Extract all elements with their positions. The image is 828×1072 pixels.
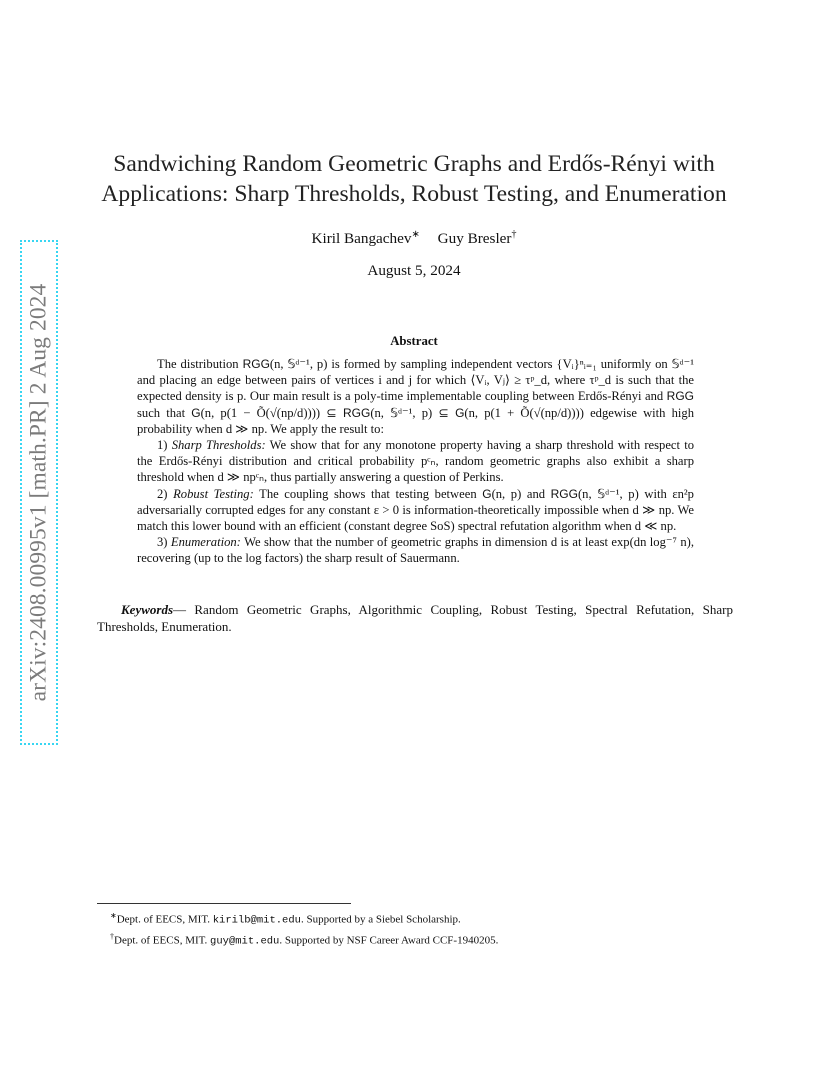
footnote-mark: † — [110, 932, 114, 942]
keywords-text: — Random Geometric Graphs, Algorithmic Coupling, Robust Testing, Spectral Refutation, Sharp Thresholds, Enumeration. — [97, 602, 733, 634]
author-footnote-mark[interactable]: † — [511, 229, 517, 240]
abstract-text: (n, p) and — [491, 486, 551, 501]
footnotes — [110, 908, 750, 950]
rgg-symbol: RGG — [342, 405, 371, 420]
rgg-symbol: RGG — [242, 357, 270, 371]
item-label: Enumeration: — [170, 535, 241, 550]
author-email-link[interactable]: kirilb@mit.edu — [212, 914, 301, 927]
item-label: Sharp Thresholds: — [171, 438, 266, 453]
abstract-item-robust-testing — [137, 486, 694, 535]
author-email-link[interactable]: guy@mit.edu — [210, 935, 280, 948]
rgg-symbol: RGG — [550, 486, 578, 501]
g-symbol: G — [191, 405, 201, 420]
abstract-text: The coupling shows that testing between — [253, 486, 483, 501]
author-name: Guy Bresler — [437, 230, 512, 248]
footnote-text: Dept. of EECS, MIT. — [116, 913, 213, 926]
publication-date: August 5, 2024 — [367, 262, 461, 279]
item-number: 3) — [157, 535, 171, 550]
abstract-text: The distribution — [157, 357, 243, 371]
abstract-text: (n, 𝕊ᵈ⁻¹, p) with εn²p adversarially corrupted edges for any constant ε > 0 is information-theoretically impossible when d ≫ np. We match this lower bound with an efficient (constant degree SoS) spectral refutation algorithm when d ≪ np. — [137, 486, 694, 534]
abstract-text: such that — [137, 405, 192, 420]
abstract-item-enumeration — [137, 534, 694, 566]
abstract-body — [137, 356, 694, 567]
author-footnote-mark[interactable]: ∗ — [411, 229, 420, 240]
author-2 — [438, 230, 517, 247]
rgg-symbol: RGG — [666, 389, 694, 404]
abstract-text: (n, 𝕊ᵈ⁻¹, p) ⊆ — [370, 405, 456, 420]
abstract-heading: Abstract — [390, 334, 438, 348]
abstract-text: We show that for any monotone property having a sharp threshold with respect to the Erdős-Rényi distribution and critical probability pᶜₙ, random geometric graphs also exhibit a sharp threshold when d ≫ npᶜₙ, thus partially answering a question of Perkins. — [137, 438, 694, 485]
keywords — [97, 601, 733, 635]
paper-title: Sandwiching Random Geometric Graphs and Erdős-Rényi with Applications: Sharp Thresholds, Robust Testing, and Enumeration — [101, 151, 727, 207]
footnote-2 — [110, 929, 750, 950]
item-label: Robust Testing: — [173, 486, 254, 501]
author-name: Kiril Bangachev — [311, 230, 412, 248]
g-symbol: G — [482, 486, 492, 501]
footnote-divider — [97, 903, 351, 904]
footnote-text: . Supported by a Siebel Scholarship. — [300, 913, 461, 926]
keywords-label: Keywords — [121, 602, 173, 617]
abstract-text: We show that the number of geometric graphs in dimension d is at least exp(dn log⁻⁷ n), recovering (up to the log factors) the sharp result of Sauermann. — [137, 535, 694, 566]
g-symbol: G — [455, 405, 465, 420]
abstract-text: (n, 𝕊ᵈ⁻¹, p) is formed by sampling independent vectors {Vᵢ}ⁿᵢ₌₁ uniformly on 𝕊ᵈ⁻¹ and placing an edge between pairs of vertices i and j for which ⟨Vᵢ, Vⱼ⟩ ≥ τᵖ_d, where τᵖ_d is such that the expected density is p. Our main result is a poly-time implementable coupling between Erdős-Rényi and — [137, 357, 694, 404]
item-number: 1) — [157, 438, 172, 453]
arxiv-identifier-stamp[interactable] — [20, 240, 58, 745]
author-1 — [312, 230, 420, 247]
footnote-mark: ∗ — [110, 911, 117, 920]
footnote-text: . Supported by NSF Career Award CCF-1940205. — [279, 934, 499, 947]
arxiv-identifier-text: arXiv:2408.00995v1 [math.PR] 2 Aug 2024 — [25, 283, 52, 702]
abstract-text: (n, p(1 − Õ(√(np/d)))) ⊆ — [200, 405, 343, 420]
abstract-paragraph-intro — [137, 356, 694, 437]
abstract-item-sharp-thresholds — [137, 437, 694, 486]
footnote-text: Dept. of EECS, MIT. — [114, 934, 211, 947]
item-number: 2) — [157, 486, 174, 501]
footnote-1 — [110, 908, 750, 929]
abstract-text: (n, p(1 + Õ(√(np/d)))) edgewise with high probability when d ≫ np. We apply the result to: — [137, 405, 694, 436]
author-list — [0, 229, 828, 248]
